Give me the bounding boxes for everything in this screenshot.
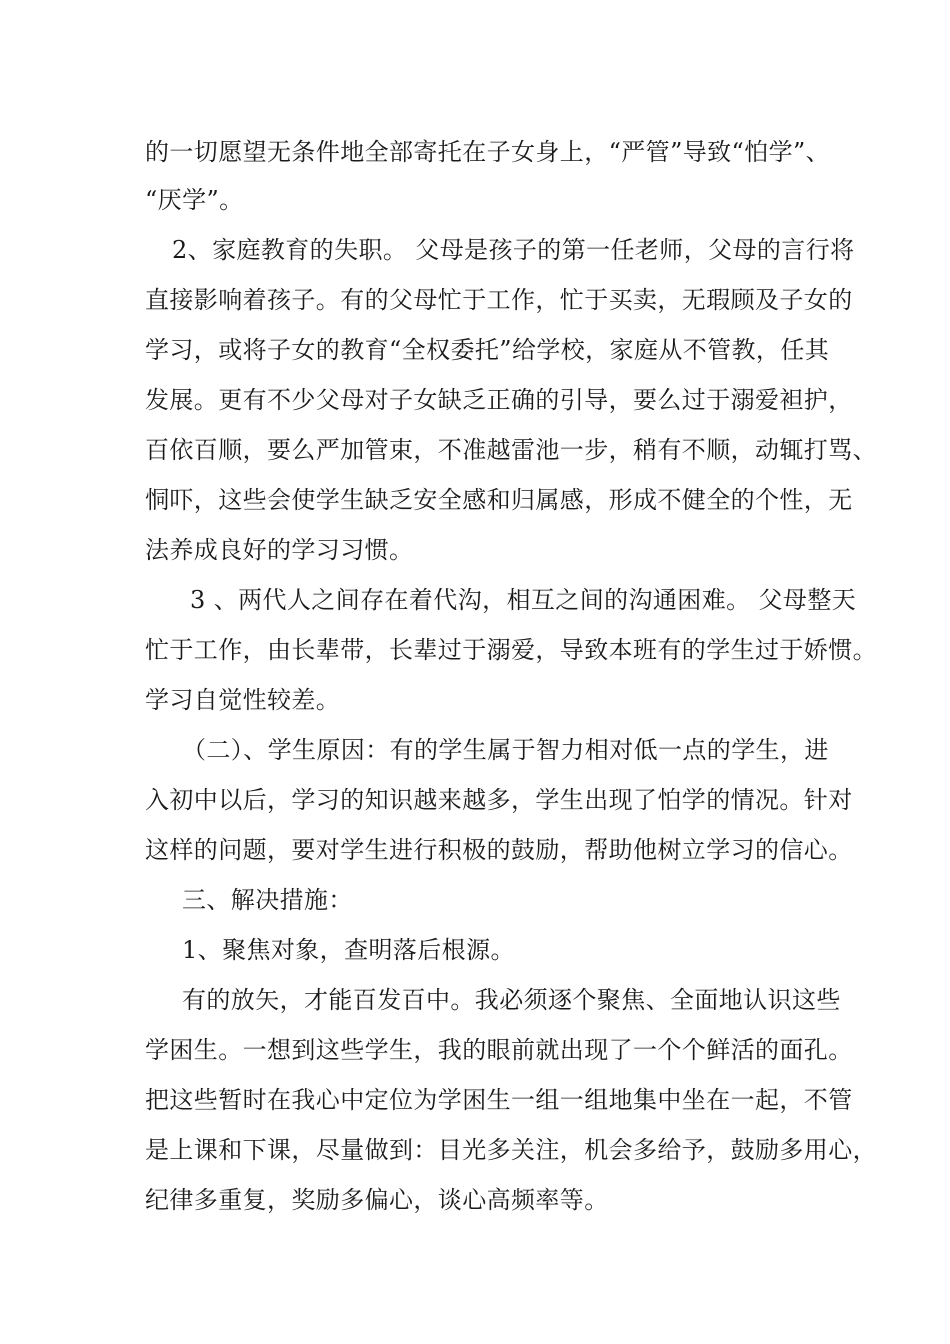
text-line: （二）、学生原因：有的学生属于智力相对低一点的学生，进 [182,736,829,764]
text-line: 学习自觉性较差。 [145,686,341,714]
text-line: 学习，或将子女的教育“全权委托”给学校，家庭从不管教，任其 [145,336,830,364]
text-line: 纪律多重复，奖励多偏心，谈心高频率等。 [145,1186,609,1214]
text-line: “厌学”。 [145,186,244,214]
text-line: 有的放矢，才能百发百中。我必须逐个聚焦、全面地认识这些 [182,986,841,1014]
text-line: 忙于工作，由长辈带，长辈过于溺爱，导致本班有的学生过于娇惯。 [145,636,877,664]
text-line: 2、家庭教育的失职。 父母是孩子的第一任老师，父母的言行将 [172,236,855,264]
text-line: 发展。更有不少父母对子女缺乏正确的引导，要么过于溺爱袒护， [145,386,853,414]
text-line: 恫吓，这些会使学生缺乏安全感和归属感，形成不健全的个性，无 [145,486,853,514]
text-line: 把这些暂时在我心中定位为学困生一组一组地集中坐在一起，不管 [145,1086,853,1114]
text-line: 直接影响着孩子。有的父母忙于工作，忙于买卖，无瑕顾及子女的 [145,286,853,314]
text-line: 这样的问题，要对学生进行积极的鼓励，帮助他树立学习的信心。 [145,836,853,864]
text-line: 的一切愿望无条件地全部寄托在子女身上，“严管”导致“怕学”、 [145,138,831,166]
text-line: 3 、两代人之间存在着代沟，相互之间的沟通困难。 父母整天 [190,586,857,614]
text-line: 百依百顺，要么严加管束，不准越雷池一步，稍有不顺，动辄打骂、 [145,436,877,464]
subsection-heading: 1、聚焦对象，查明落后根源。 [182,936,515,964]
section-heading: 三、解决措施： [182,886,353,914]
text-line: 法养成良好的学习习惯。 [145,536,414,564]
text-line: 入初中以后，学习的知识越来越多，学生出现了怕学的情况。针对 [145,786,853,814]
text-line: 是上课和下课，尽量做到：目光多关注，机会多给予，鼓励多用心， [145,1136,877,1164]
text-line: 学困生。一想到这些学生，我的眼前就出现了一个个鲜活的面孔。 [145,1036,853,1064]
